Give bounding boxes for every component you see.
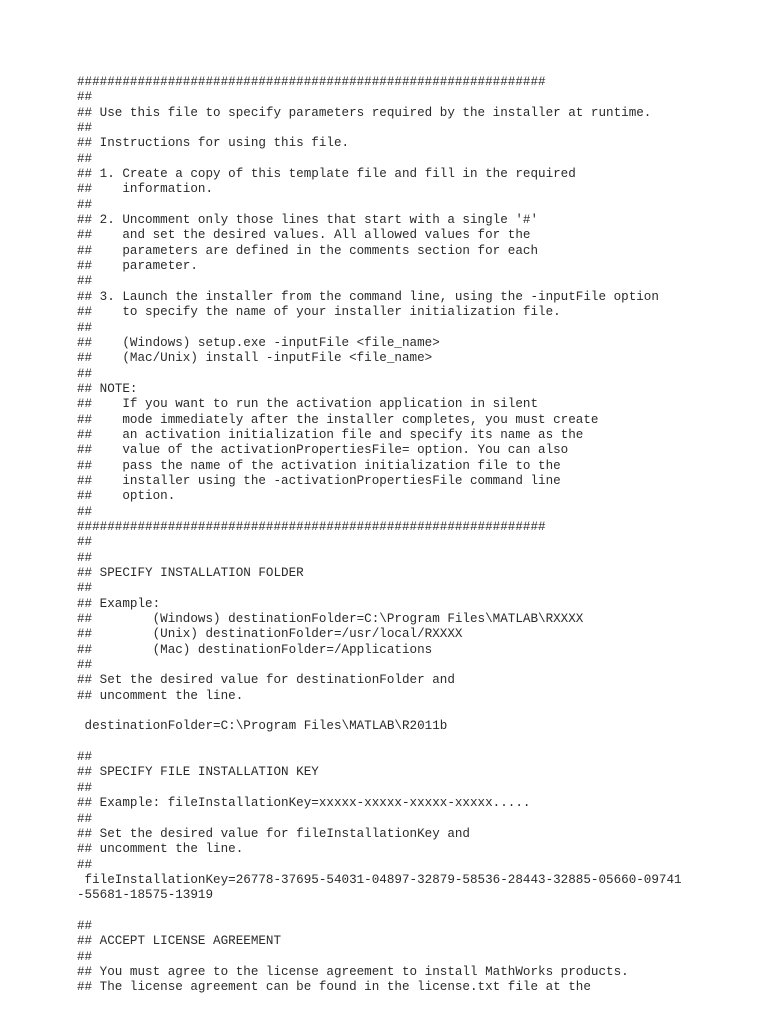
text-line: ## 3. Launch the installer from the command line, using the -inputFile option xyxy=(77,289,659,304)
text-line: ## (Unix) destinationFolder=/usr/local/RXXXX xyxy=(77,627,463,642)
text-line: ## xyxy=(77,918,93,933)
text-line: ## Use this file to specify parameters required by the installer at runtime. xyxy=(77,105,652,120)
text-line: ## value of the activationPropertiesFile= option. You can also xyxy=(77,443,569,458)
text-line: ## NOTE: xyxy=(77,381,138,396)
text-line: ## If you want to run the activation application in silent xyxy=(77,397,539,412)
text-line: ## xyxy=(77,366,93,381)
text-line: ## mode immediately after the installer completes, you must create xyxy=(77,412,599,427)
text-line xyxy=(77,996,757,1011)
text-line: ############################################################## xyxy=(77,519,546,534)
text-line xyxy=(77,704,757,719)
text-line: ## parameter. xyxy=(77,259,198,274)
text-line: ## and set the desired values. All allowed values for the xyxy=(77,228,531,243)
text-line: ## xyxy=(77,550,93,565)
text-line: ## xyxy=(77,857,93,872)
text-line: ## parameters are defined in the comments section for each xyxy=(77,243,539,258)
text-line xyxy=(77,904,757,919)
text-line: ############################################################## xyxy=(77,75,546,89)
text-line: ## xyxy=(77,274,93,289)
text-line: ## 2. Uncomment only those lines that start with a single '#' xyxy=(77,213,539,228)
text-line: ## xyxy=(77,949,93,964)
text-line: ## xyxy=(77,811,93,826)
text-line: ## xyxy=(77,504,93,519)
text-line: fileInstallationKey=26778-37695-54031-04897-32879-58536-28443-32885-05660-09741 xyxy=(77,872,682,887)
document-page xyxy=(77,75,757,1011)
text-line: ## (Mac) destinationFolder=/Applications xyxy=(77,642,433,657)
text-line: ## ACCEPT LICENSE AGREEMENT xyxy=(77,934,282,949)
text-line: ## installer using the -activationPropertiesFile command line xyxy=(77,473,561,488)
text-line: ## xyxy=(77,121,93,136)
text-line: ## The license agreement can be found in the license.txt file at the xyxy=(77,980,591,995)
text-line: ## (Windows) setup.exe -inputFile <file_name> xyxy=(77,335,440,350)
text-line: ## xyxy=(77,151,93,166)
text-line: ## Example: fileInstallationKey=xxxxx-xxxxx-xxxxx-xxxxx..... xyxy=(77,796,531,811)
text-line: ## Set the desired value for fileInstallationKey and xyxy=(77,826,470,841)
text-line: ## (Mac/Unix) install -inputFile <file_name> xyxy=(77,351,433,366)
text-line: ## SPECIFY INSTALLATION FOLDER xyxy=(77,566,304,580)
text-line: ## SPECIFY FILE INSTALLATION KEY xyxy=(77,765,319,780)
text-line: ## uncomment the line. xyxy=(77,842,244,857)
text-line: ## 1. Create a copy of this template file and fill in the required xyxy=(77,167,576,182)
text-line: ## xyxy=(77,658,93,673)
text-line: ## xyxy=(77,90,93,105)
text-line: ## (Windows) destinationFolder=C:\Program Files\MATLAB\RXXXX xyxy=(77,612,584,627)
text-line xyxy=(77,735,757,750)
text-line: ## an activation initialization file and specify its name as the xyxy=(77,427,584,442)
text-line: ## option. xyxy=(77,489,176,504)
text-line: ## xyxy=(77,780,93,795)
text-line: destinationFolder=C:\Program Files\MATLAB\R2011b xyxy=(77,719,448,734)
text-line: ## xyxy=(77,750,93,765)
text-line: ## information. xyxy=(77,182,214,197)
text-line: ## uncomment the line. xyxy=(77,688,244,703)
text-line: ## xyxy=(77,581,93,596)
text-line: ## xyxy=(77,320,93,335)
text-line: ## pass the name of the activation initialization file to the xyxy=(77,458,561,473)
text-line: ## Example: xyxy=(77,596,161,611)
text-line: ## to specify the name of your installer initialization file. xyxy=(77,305,561,320)
text-line: ## Set the desired value for destinationFolder and xyxy=(77,673,455,688)
text-line: ## xyxy=(77,197,93,212)
text-line: -55681-18575-13919 xyxy=(77,888,214,903)
text-line: ## Instructions for using this file. xyxy=(77,136,350,151)
text-line: ## xyxy=(77,535,93,550)
text-line: ## You must agree to the license agreement to install MathWorks products. xyxy=(77,964,629,979)
